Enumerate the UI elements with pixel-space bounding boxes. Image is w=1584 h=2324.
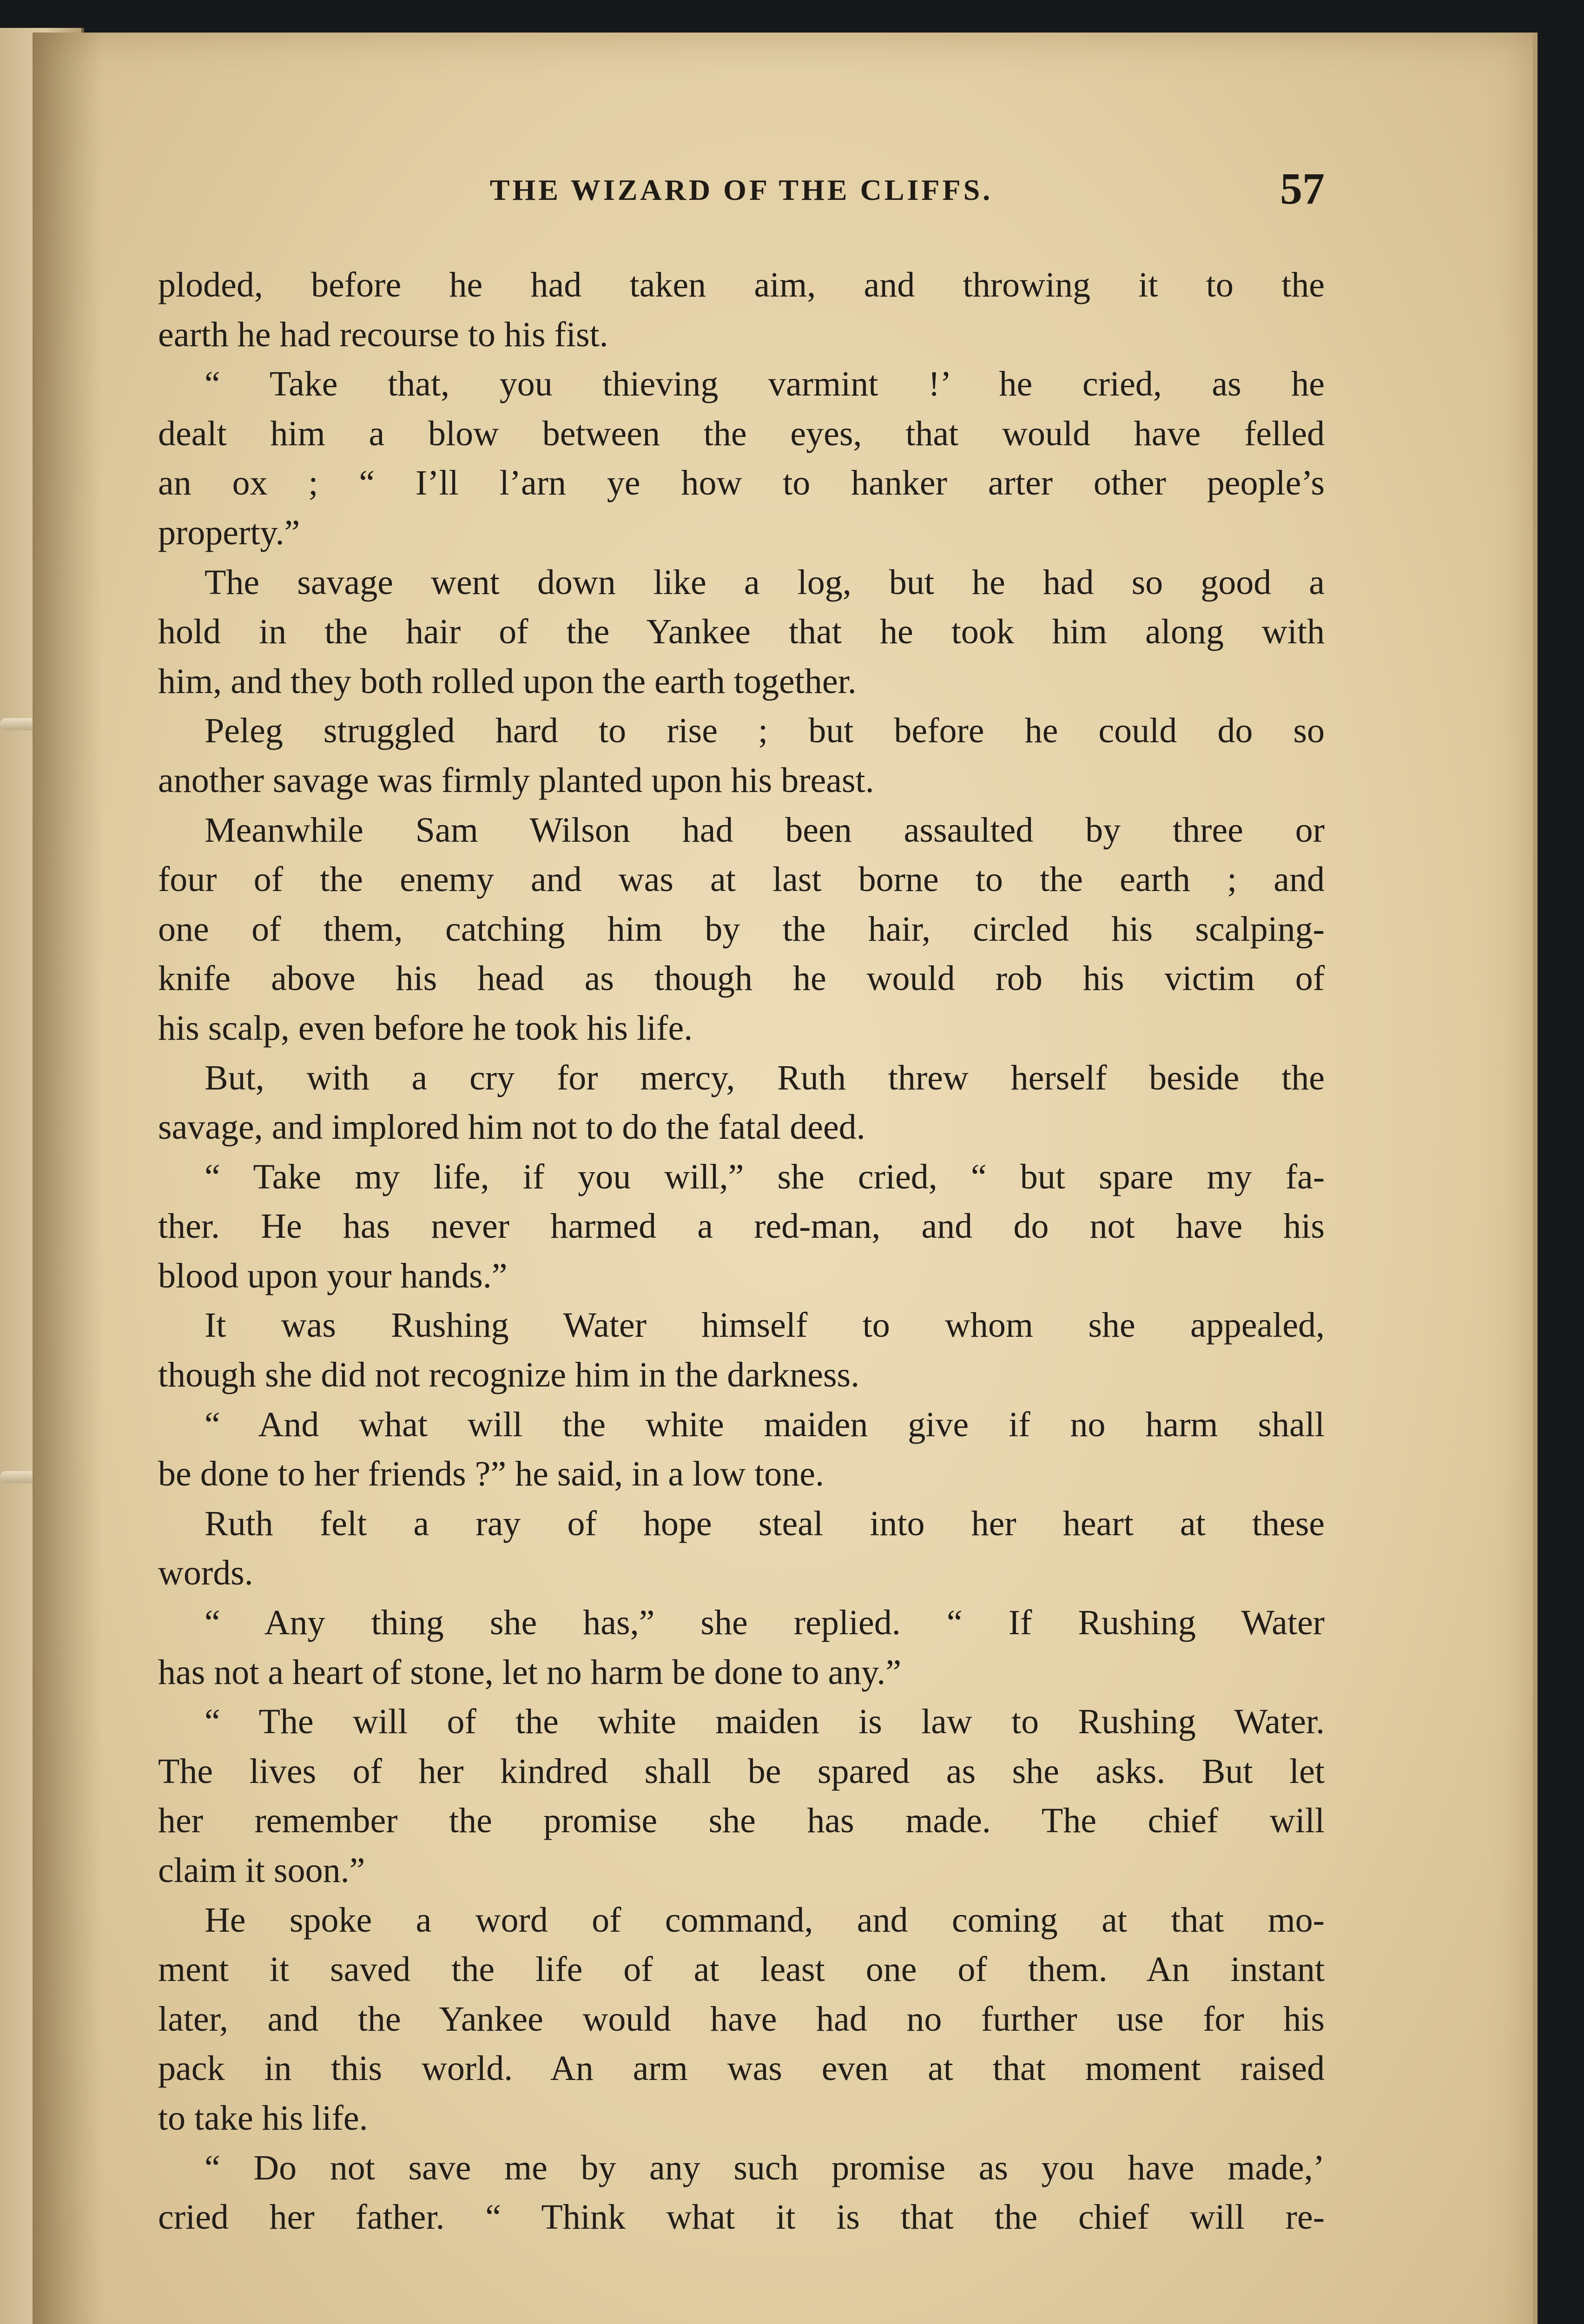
text-line: one of them, catching him by the hair, circled his scalping- bbox=[158, 909, 1325, 949]
text-line: cried her father. “ Think what it is that the chief will re- bbox=[158, 2198, 1325, 2237]
gutter-shadow bbox=[33, 33, 102, 2324]
text-line: But, with a cry for mercy, Ruth threw herself beside the bbox=[205, 1058, 1325, 1097]
text-line: later, and the Yankee would have had no further use for his bbox=[158, 1999, 1325, 2039]
text-line: pack in this world. An arm was even at that moment raised bbox=[158, 2049, 1325, 2088]
text-line: ther. He has never harmed a red-man, and do not have his bbox=[158, 1207, 1325, 1246]
text-line: Meanwhile Sam Wilson had been assaulted by three or bbox=[205, 810, 1325, 850]
text-line: earth he had recourse to his fist. bbox=[158, 315, 608, 354]
text-line: “ Do not save me by any such promise as you have made,’ bbox=[205, 2148, 1325, 2187]
page-number: 57 bbox=[1280, 164, 1325, 213]
text-line: blood upon your hands.” bbox=[158, 1256, 508, 1295]
text-line: It was Rushing Water himself to whom she appealed, bbox=[205, 1306, 1325, 1345]
text-line: has not a heart of stone, let no harm be done to any.” bbox=[158, 1652, 902, 1692]
text-line: “ Any thing she has,” she replied. “ If Rushing Water bbox=[205, 1603, 1325, 1643]
text-line: ment it saved the life of at least one of them. An instant bbox=[158, 1950, 1325, 1989]
text-line: “ Take that, you thieving varmint !’ he cried, as he bbox=[205, 364, 1325, 404]
text-line: property.” bbox=[158, 513, 300, 552]
running-head: THE WIZARD OF THE CLIFFS. bbox=[489, 173, 993, 206]
text-line: to take his life. bbox=[158, 2098, 368, 2138]
text-line: ploded, before he had taken aim, and throwing it to the bbox=[158, 265, 1325, 304]
text-line: him, and they both rolled upon the earth together. bbox=[158, 661, 857, 701]
text-line: her remember the promise she has made. The chief will bbox=[158, 1801, 1325, 1841]
text-line: four of the enemy and was at last borne to the earth ; and bbox=[158, 860, 1325, 899]
text-line: dealt him a blow between the eyes, that would have felled bbox=[158, 414, 1325, 453]
text-line: hold in the hair of the Yankee that he took him along with bbox=[158, 612, 1325, 652]
page-header bbox=[158, 163, 1325, 223]
text-line: claim it soon.” bbox=[158, 1851, 365, 1890]
text-line: He spoke a word of command, and coming at that mo- bbox=[205, 1900, 1325, 1940]
text-line: knife above his head as though he would rob his victim of bbox=[158, 959, 1325, 998]
text-line: “ Take my life, if you will,” she cried, “ but spare my fa- bbox=[205, 1157, 1325, 1196]
text-line: an ox ; “ I’ll l’arn ye how to hanker arter other people’s bbox=[158, 463, 1325, 503]
text-line: The lives of her kindred shall be spared as she asks. But let bbox=[158, 1751, 1325, 1791]
text-line: though she did not recognize him in the darkness. bbox=[158, 1355, 860, 1395]
text-line: Ruth felt a ray of hope steal into her heart at these bbox=[205, 1504, 1325, 1543]
text-line: words. bbox=[158, 1553, 253, 1593]
text-line: “ And what will the white maiden give if no harm shall bbox=[205, 1405, 1325, 1444]
text-line: The savage went down like a log, but he had so good a bbox=[205, 562, 1325, 602]
text-line: be done to her friends ?” he said, in a low tone. bbox=[158, 1454, 824, 1494]
text-line: his scalp, even before he took his life. bbox=[158, 1008, 693, 1048]
text-line: another savage was firmly planted upon his breast. bbox=[158, 760, 874, 800]
body-text bbox=[158, 260, 1325, 2242]
text-line: savage, and implored him not to do the fatal deed. bbox=[158, 1108, 865, 1147]
text-line: “ The will of the white maiden is law to Rushing Water. bbox=[205, 1702, 1325, 1742]
text-line: Peleg struggled hard to rise ; but before he could do so bbox=[205, 711, 1325, 751]
